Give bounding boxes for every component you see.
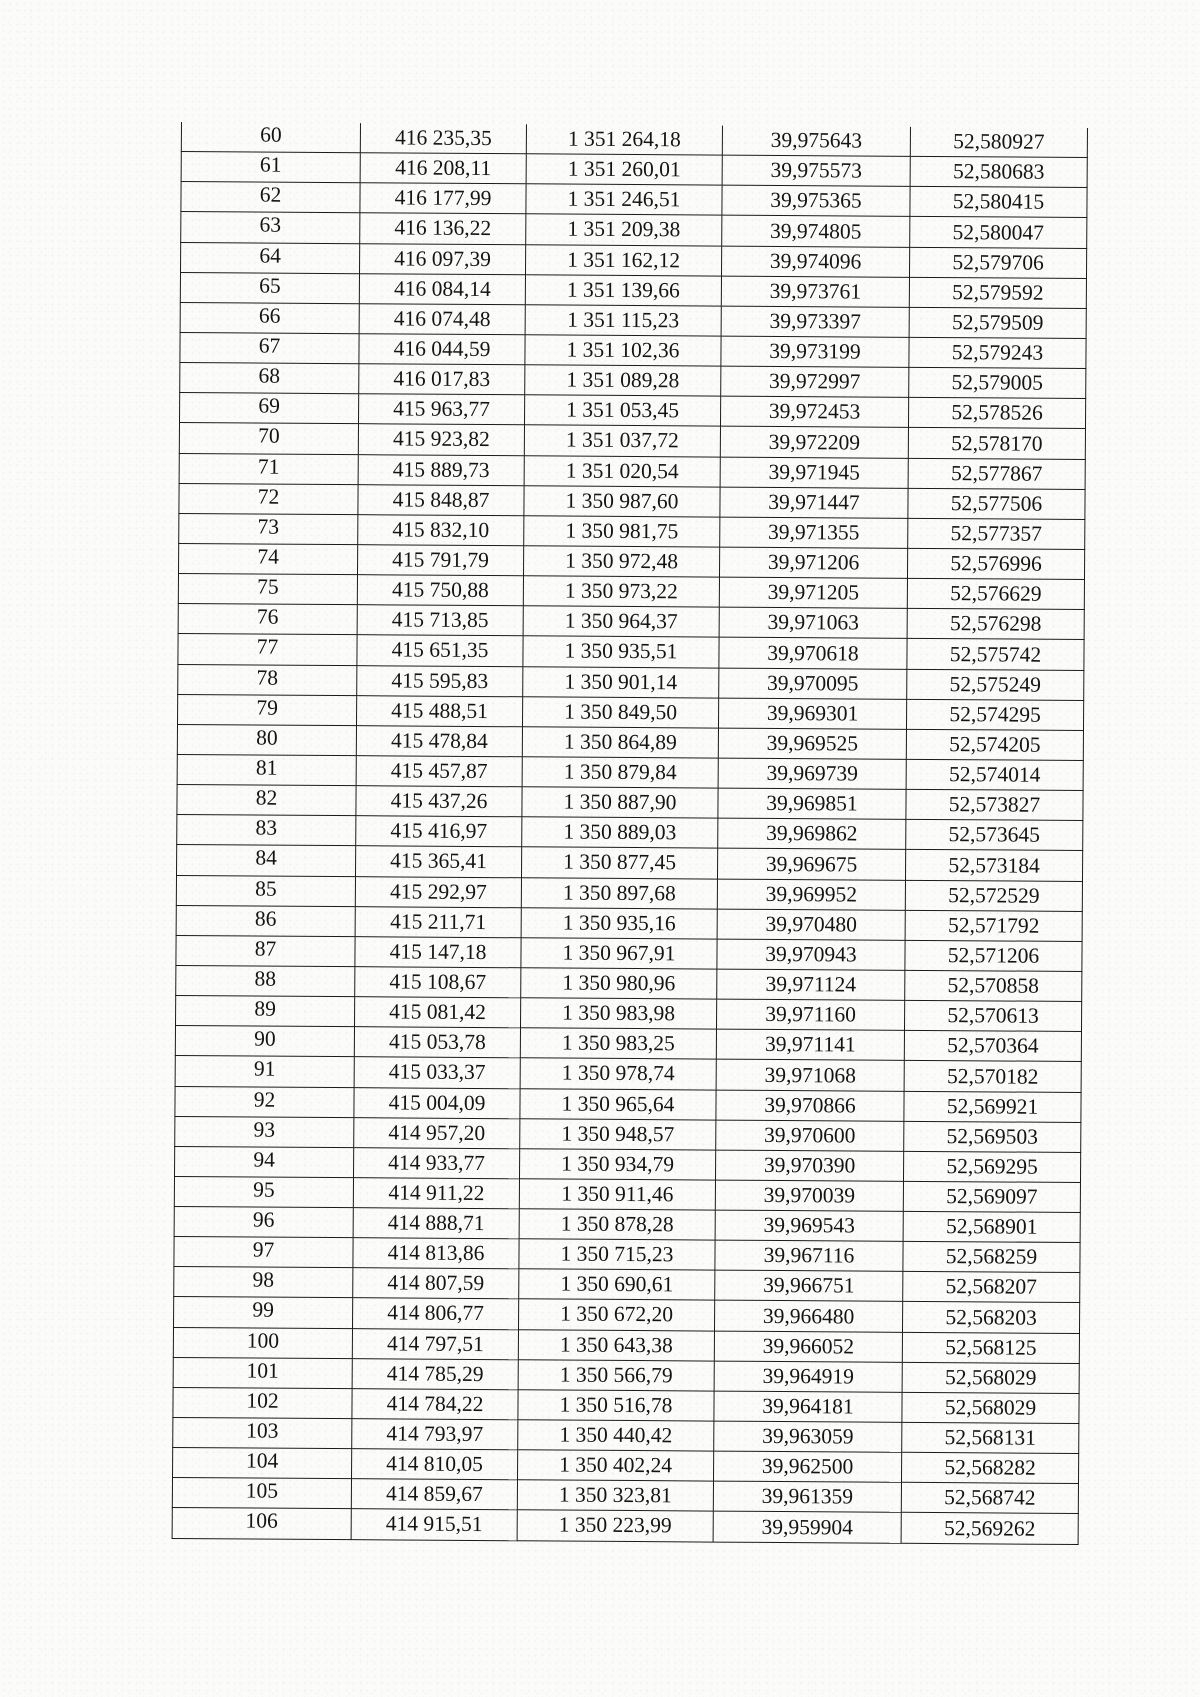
x-coordinate-cell: 415 848,87 xyxy=(358,484,524,515)
y-coordinate-cell: 1 351 102,36 xyxy=(525,335,721,366)
coordinates-table xyxy=(172,122,1088,1545)
y-coordinate-cell: 1 350 964,37 xyxy=(523,606,719,637)
point-number-cell: 74 xyxy=(179,543,358,574)
y-coordinate-cell: 1 350 878,28 xyxy=(519,1209,715,1240)
latitude-cell: 52,574014 xyxy=(906,759,1083,790)
longitude-cell: 39,969739 xyxy=(718,758,906,789)
latitude-cell: 52,579592 xyxy=(909,277,1086,308)
point-number-cell: 100 xyxy=(173,1327,352,1358)
y-coordinate-cell: 1 350 877,45 xyxy=(521,847,717,878)
point-number-cell: 97 xyxy=(174,1237,353,1268)
point-number-cell: 79 xyxy=(178,694,357,725)
point-number-cell: 60 xyxy=(181,122,360,153)
y-coordinate-cell: 1 350 981,75 xyxy=(524,516,720,547)
x-coordinate-cell: 415 488,51 xyxy=(357,695,523,726)
y-coordinate-cell: 1 350 566,79 xyxy=(518,1360,714,1391)
y-coordinate-cell: 1 350 889,03 xyxy=(522,817,718,848)
x-coordinate-cell: 415 750,88 xyxy=(357,575,523,606)
latitude-cell: 52,573827 xyxy=(906,789,1083,820)
x-coordinate-cell: 415 033,37 xyxy=(354,1057,520,1088)
longitude-cell: 39,969851 xyxy=(718,788,906,819)
longitude-cell: 39,973761 xyxy=(721,276,909,307)
point-number-cell: 90 xyxy=(175,1026,354,1057)
longitude-cell: 39,970618 xyxy=(719,637,907,668)
x-coordinate-cell: 416 177,99 xyxy=(360,183,526,214)
latitude-cell: 52,568282 xyxy=(901,1452,1078,1483)
latitude-cell: 52,568207 xyxy=(903,1272,1080,1303)
longitude-cell: 39,972209 xyxy=(720,426,908,457)
coordinates-table-body xyxy=(172,122,1087,1544)
longitude-cell: 39,966751 xyxy=(715,1270,903,1301)
y-coordinate-cell: 1 351 209,38 xyxy=(526,214,722,245)
x-coordinate-cell: 415 081,42 xyxy=(355,997,521,1028)
latitude-cell: 52,574205 xyxy=(906,729,1083,760)
longitude-cell: 39,971063 xyxy=(719,607,907,638)
longitude-cell: 39,971945 xyxy=(720,457,908,488)
y-coordinate-cell: 1 351 264,18 xyxy=(526,124,722,155)
latitude-cell: 52,570858 xyxy=(905,970,1082,1001)
x-coordinate-cell: 414 888,71 xyxy=(353,1208,519,1239)
y-coordinate-cell: 1 350 849,50 xyxy=(522,696,718,727)
longitude-cell: 39,975573 xyxy=(722,155,910,186)
x-coordinate-cell: 416 044,59 xyxy=(359,334,525,365)
y-coordinate-cell: 1 350 897,68 xyxy=(521,877,717,908)
x-coordinate-cell: 415 416,97 xyxy=(356,816,522,847)
longitude-cell: 39,969543 xyxy=(715,1210,903,1241)
x-coordinate-cell: 414 807,59 xyxy=(353,1268,519,1299)
x-coordinate-cell: 416 074,48 xyxy=(359,304,525,335)
x-coordinate-cell: 415 457,87 xyxy=(356,756,522,787)
latitude-cell: 52,568901 xyxy=(903,1211,1080,1242)
point-number-cell: 88 xyxy=(176,965,355,996)
point-number-cell: 104 xyxy=(173,1448,352,1479)
latitude-cell: 52,580927 xyxy=(910,127,1087,158)
x-coordinate-cell: 415 292,97 xyxy=(355,876,521,907)
y-coordinate-cell: 1 350 643,38 xyxy=(518,1329,714,1360)
latitude-cell: 52,568742 xyxy=(901,1483,1078,1514)
y-coordinate-cell: 1 350 935,16 xyxy=(521,907,717,938)
latitude-cell: 52,578170 xyxy=(908,428,1085,459)
longitude-cell: 39,969675 xyxy=(717,848,905,879)
latitude-cell: 52,572529 xyxy=(905,880,1082,911)
latitude-cell: 52,579706 xyxy=(909,247,1086,278)
y-coordinate-cell: 1 350 879,84 xyxy=(522,757,718,788)
y-coordinate-cell: 1 350 223,99 xyxy=(517,1510,713,1541)
longitude-cell: 39,971068 xyxy=(716,1059,904,1090)
x-coordinate-cell: 415 053,78 xyxy=(354,1027,520,1058)
y-coordinate-cell: 1 351 115,23 xyxy=(525,305,721,336)
longitude-cell: 39,971355 xyxy=(720,517,908,548)
y-coordinate-cell: 1 351 020,54 xyxy=(524,455,720,486)
point-number-cell: 101 xyxy=(173,1357,352,1388)
y-coordinate-cell: 1 350 887,90 xyxy=(522,787,718,818)
longitude-cell: 39,974805 xyxy=(722,216,910,247)
latitude-cell: 52,571206 xyxy=(905,940,1082,971)
longitude-cell: 39,970095 xyxy=(719,668,907,699)
x-coordinate-cell: 414 797,51 xyxy=(352,1328,518,1359)
point-number-cell: 89 xyxy=(176,996,355,1027)
point-number-cell: 63 xyxy=(181,212,360,243)
point-number-cell: 93 xyxy=(175,1116,354,1147)
longitude-cell: 39,964181 xyxy=(714,1391,902,1422)
longitude-cell: 39,969952 xyxy=(717,879,905,910)
y-coordinate-cell: 1 351 162,12 xyxy=(525,244,721,275)
longitude-cell: 39,971447 xyxy=(720,487,908,518)
y-coordinate-cell: 1 350 987,60 xyxy=(524,485,720,516)
y-coordinate-cell: 1 350 934,79 xyxy=(519,1149,715,1180)
latitude-cell: 52,577867 xyxy=(908,458,1085,489)
longitude-cell: 39,970600 xyxy=(716,1120,904,1151)
y-coordinate-cell: 1 350 690,61 xyxy=(519,1269,715,1300)
point-number-cell: 80 xyxy=(177,724,356,755)
latitude-cell: 52,577357 xyxy=(908,518,1085,549)
x-coordinate-cell: 414 957,20 xyxy=(354,1117,520,1148)
y-coordinate-cell: 1 351 260,01 xyxy=(526,154,722,185)
point-number-cell: 67 xyxy=(180,332,359,363)
latitude-cell: 52,569503 xyxy=(904,1121,1081,1152)
latitude-cell: 52,569097 xyxy=(903,1181,1080,1212)
y-coordinate-cell: 1 351 246,51 xyxy=(526,184,722,215)
latitude-cell: 52,569295 xyxy=(903,1151,1080,1182)
x-coordinate-cell: 415 889,73 xyxy=(358,454,524,485)
longitude-cell: 39,971141 xyxy=(716,1029,904,1060)
latitude-cell: 52,575249 xyxy=(907,669,1084,700)
longitude-cell: 39,969862 xyxy=(718,818,906,849)
x-coordinate-cell: 414 784,22 xyxy=(352,1389,518,1420)
y-coordinate-cell: 1 350 948,57 xyxy=(520,1118,716,1149)
x-coordinate-cell: 414 806,77 xyxy=(353,1298,519,1329)
point-number-cell: 65 xyxy=(180,272,359,303)
point-number-cell: 103 xyxy=(173,1418,352,1449)
latitude-cell: 52,568131 xyxy=(902,1422,1079,1453)
latitude-cell: 52,579509 xyxy=(909,307,1086,338)
latitude-cell: 52,580047 xyxy=(910,217,1087,248)
longitude-cell: 39,972997 xyxy=(721,366,909,397)
latitude-cell: 52,579005 xyxy=(909,367,1086,398)
y-coordinate-cell: 1 350 402,24 xyxy=(518,1450,714,1481)
point-number-cell: 91 xyxy=(175,1056,354,1087)
x-coordinate-cell: 416 017,83 xyxy=(359,364,525,395)
x-coordinate-cell: 416 136,22 xyxy=(360,213,526,244)
y-coordinate-cell: 1 350 440,42 xyxy=(518,1420,714,1451)
y-coordinate-cell: 1 350 516,78 xyxy=(518,1390,714,1421)
y-coordinate-cell: 1 351 139,66 xyxy=(525,274,721,305)
longitude-cell: 39,972453 xyxy=(720,396,908,427)
point-number-cell: 75 xyxy=(178,574,357,605)
longitude-cell: 39,970039 xyxy=(715,1180,903,1211)
latitude-cell: 52,570182 xyxy=(904,1061,1081,1092)
latitude-cell: 52,568125 xyxy=(902,1332,1079,1363)
y-coordinate-cell: 1 351 037,72 xyxy=(524,425,720,456)
x-coordinate-cell: 415 004,09 xyxy=(354,1087,520,1118)
point-number-cell: 86 xyxy=(176,905,355,936)
x-coordinate-cell: 414 813,86 xyxy=(353,1238,519,1269)
longitude-cell: 39,964919 xyxy=(714,1361,902,1392)
point-number-cell: 95 xyxy=(174,1176,353,1207)
latitude-cell: 52,568029 xyxy=(902,1362,1079,1393)
y-coordinate-cell: 1 350 983,98 xyxy=(520,998,716,1029)
longitude-cell: 39,966052 xyxy=(714,1331,902,1362)
longitude-cell: 39,962500 xyxy=(713,1451,901,1482)
latitude-cell: 52,568029 xyxy=(902,1392,1079,1423)
y-coordinate-cell: 1 350 978,74 xyxy=(520,1058,716,1089)
point-number-cell: 99 xyxy=(174,1297,353,1328)
x-coordinate-cell: 414 793,97 xyxy=(352,1419,518,1450)
longitude-cell: 39,970390 xyxy=(715,1150,903,1181)
x-coordinate-cell: 416 097,39 xyxy=(359,243,525,274)
latitude-cell: 52,580415 xyxy=(910,187,1087,218)
longitude-cell: 39,961359 xyxy=(713,1481,901,1512)
point-number-cell: 69 xyxy=(180,393,359,424)
latitude-cell: 52,576629 xyxy=(907,578,1084,609)
x-coordinate-cell: 415 963,77 xyxy=(359,394,525,425)
x-coordinate-cell: 414 911,22 xyxy=(353,1178,519,1209)
latitude-cell: 52,573184 xyxy=(905,850,1082,881)
x-coordinate-cell: 415 365,41 xyxy=(356,846,522,877)
y-coordinate-cell: 1 350 323,81 xyxy=(517,1480,713,1511)
point-number-cell: 106 xyxy=(172,1508,351,1539)
point-number-cell: 66 xyxy=(180,302,359,333)
y-coordinate-cell: 1 350 967,91 xyxy=(521,938,717,969)
y-coordinate-cell: 1 350 935,51 xyxy=(523,636,719,667)
longitude-cell: 39,971206 xyxy=(719,547,907,578)
latitude-cell: 52,575742 xyxy=(907,639,1084,670)
y-coordinate-cell: 1 350 983,25 xyxy=(520,1028,716,1059)
x-coordinate-cell: 415 651,35 xyxy=(357,635,523,666)
point-number-cell: 72 xyxy=(179,483,358,514)
table-row xyxy=(172,1508,1078,1544)
x-coordinate-cell: 415 147,18 xyxy=(355,936,521,967)
longitude-cell: 39,975643 xyxy=(722,126,910,157)
longitude-cell: 39,970943 xyxy=(717,939,905,970)
latitude-cell: 52,568259 xyxy=(903,1242,1080,1273)
latitude-cell: 52,574295 xyxy=(906,699,1083,730)
latitude-cell: 52,573645 xyxy=(906,820,1083,851)
x-coordinate-cell: 414 933,77 xyxy=(354,1147,520,1178)
point-number-cell: 105 xyxy=(172,1478,351,1509)
x-coordinate-cell: 416 208,11 xyxy=(360,153,526,184)
latitude-cell: 52,576298 xyxy=(907,609,1084,640)
y-coordinate-cell: 1 350 901,14 xyxy=(523,666,719,697)
point-number-cell: 77 xyxy=(178,634,357,665)
latitude-cell: 52,578526 xyxy=(908,398,1085,429)
x-coordinate-cell: 415 832,10 xyxy=(358,515,524,546)
x-coordinate-cell: 414 785,29 xyxy=(352,1358,518,1389)
x-coordinate-cell: 415 791,79 xyxy=(358,545,524,576)
point-number-cell: 73 xyxy=(179,513,358,544)
x-coordinate-cell: 414 859,67 xyxy=(351,1479,517,1510)
point-number-cell: 84 xyxy=(177,845,356,876)
point-number-cell: 98 xyxy=(174,1267,353,1298)
point-number-cell: 83 xyxy=(177,815,356,846)
x-coordinate-cell: 415 595,83 xyxy=(357,665,523,696)
y-coordinate-cell: 1 350 864,89 xyxy=(522,727,718,758)
y-coordinate-cell: 1 350 972,48 xyxy=(523,546,719,577)
latitude-cell: 52,568203 xyxy=(902,1302,1079,1333)
point-number-cell: 102 xyxy=(173,1387,352,1418)
y-coordinate-cell: 1 350 965,64 xyxy=(520,1088,716,1119)
x-coordinate-cell: 415 923,82 xyxy=(358,424,524,455)
longitude-cell: 39,966480 xyxy=(714,1301,902,1332)
y-coordinate-cell: 1 350 973,22 xyxy=(523,576,719,607)
point-number-cell: 64 xyxy=(181,242,360,273)
y-coordinate-cell: 1 350 672,20 xyxy=(518,1299,714,1330)
point-number-cell: 94 xyxy=(175,1146,354,1177)
longitude-cell: 39,970866 xyxy=(716,1090,904,1121)
longitude-cell: 39,970480 xyxy=(717,909,905,940)
point-number-cell: 87 xyxy=(176,935,355,966)
x-coordinate-cell: 415 437,26 xyxy=(356,786,522,817)
longitude-cell: 39,973199 xyxy=(721,336,909,367)
point-number-cell: 85 xyxy=(176,875,355,906)
point-number-cell: 96 xyxy=(174,1207,353,1238)
x-coordinate-cell: 415 478,84 xyxy=(356,725,522,756)
x-coordinate-cell: 416 084,14 xyxy=(359,273,525,304)
x-coordinate-cell: 415 713,85 xyxy=(357,605,523,636)
latitude-cell: 52,569921 xyxy=(904,1091,1081,1122)
latitude-cell: 52,570613 xyxy=(904,1000,1081,1031)
point-number-cell: 92 xyxy=(175,1086,354,1117)
latitude-cell: 52,576996 xyxy=(907,548,1084,579)
y-coordinate-cell: 1 350 715,23 xyxy=(519,1239,715,1270)
point-number-cell: 76 xyxy=(178,604,357,635)
longitude-cell: 39,967116 xyxy=(715,1240,903,1271)
latitude-cell: 52,570364 xyxy=(904,1031,1081,1062)
point-number-cell: 82 xyxy=(177,785,356,816)
point-number-cell: 62 xyxy=(181,182,360,213)
x-coordinate-cell: 414 810,05 xyxy=(352,1449,518,1480)
longitude-cell: 39,973397 xyxy=(721,306,909,337)
longitude-cell: 39,963059 xyxy=(714,1421,902,1452)
longitude-cell: 39,959904 xyxy=(713,1512,901,1543)
x-coordinate-cell: 416 235,35 xyxy=(360,123,526,154)
longitude-cell: 39,971205 xyxy=(719,577,907,608)
longitude-cell: 39,971124 xyxy=(717,969,905,1000)
point-number-cell: 70 xyxy=(179,423,358,454)
x-coordinate-cell: 415 211,71 xyxy=(355,906,521,937)
x-coordinate-cell: 414 915,51 xyxy=(351,1509,517,1540)
point-number-cell: 61 xyxy=(181,152,360,183)
y-coordinate-cell: 1 351 053,45 xyxy=(524,395,720,426)
longitude-cell: 39,969301 xyxy=(718,698,906,729)
point-number-cell: 68 xyxy=(180,363,359,394)
x-coordinate-cell: 415 108,67 xyxy=(355,967,521,998)
latitude-cell: 52,577506 xyxy=(908,488,1085,519)
point-number-cell: 78 xyxy=(178,664,357,695)
point-number-cell: 81 xyxy=(177,754,356,785)
latitude-cell: 52,569262 xyxy=(901,1513,1078,1544)
y-coordinate-cell: 1 350 980,96 xyxy=(521,968,717,999)
longitude-cell: 39,974096 xyxy=(721,246,909,277)
longitude-cell: 39,969525 xyxy=(718,728,906,759)
point-number-cell: 71 xyxy=(179,453,358,484)
longitude-cell: 39,971160 xyxy=(716,999,904,1030)
y-coordinate-cell: 1 350 911,46 xyxy=(519,1179,715,1210)
latitude-cell: 52,580683 xyxy=(910,156,1087,187)
latitude-cell: 52,579243 xyxy=(909,337,1086,368)
latitude-cell: 52,571792 xyxy=(905,910,1082,941)
y-coordinate-cell: 1 351 089,28 xyxy=(525,365,721,396)
longitude-cell: 39,975365 xyxy=(722,185,910,216)
